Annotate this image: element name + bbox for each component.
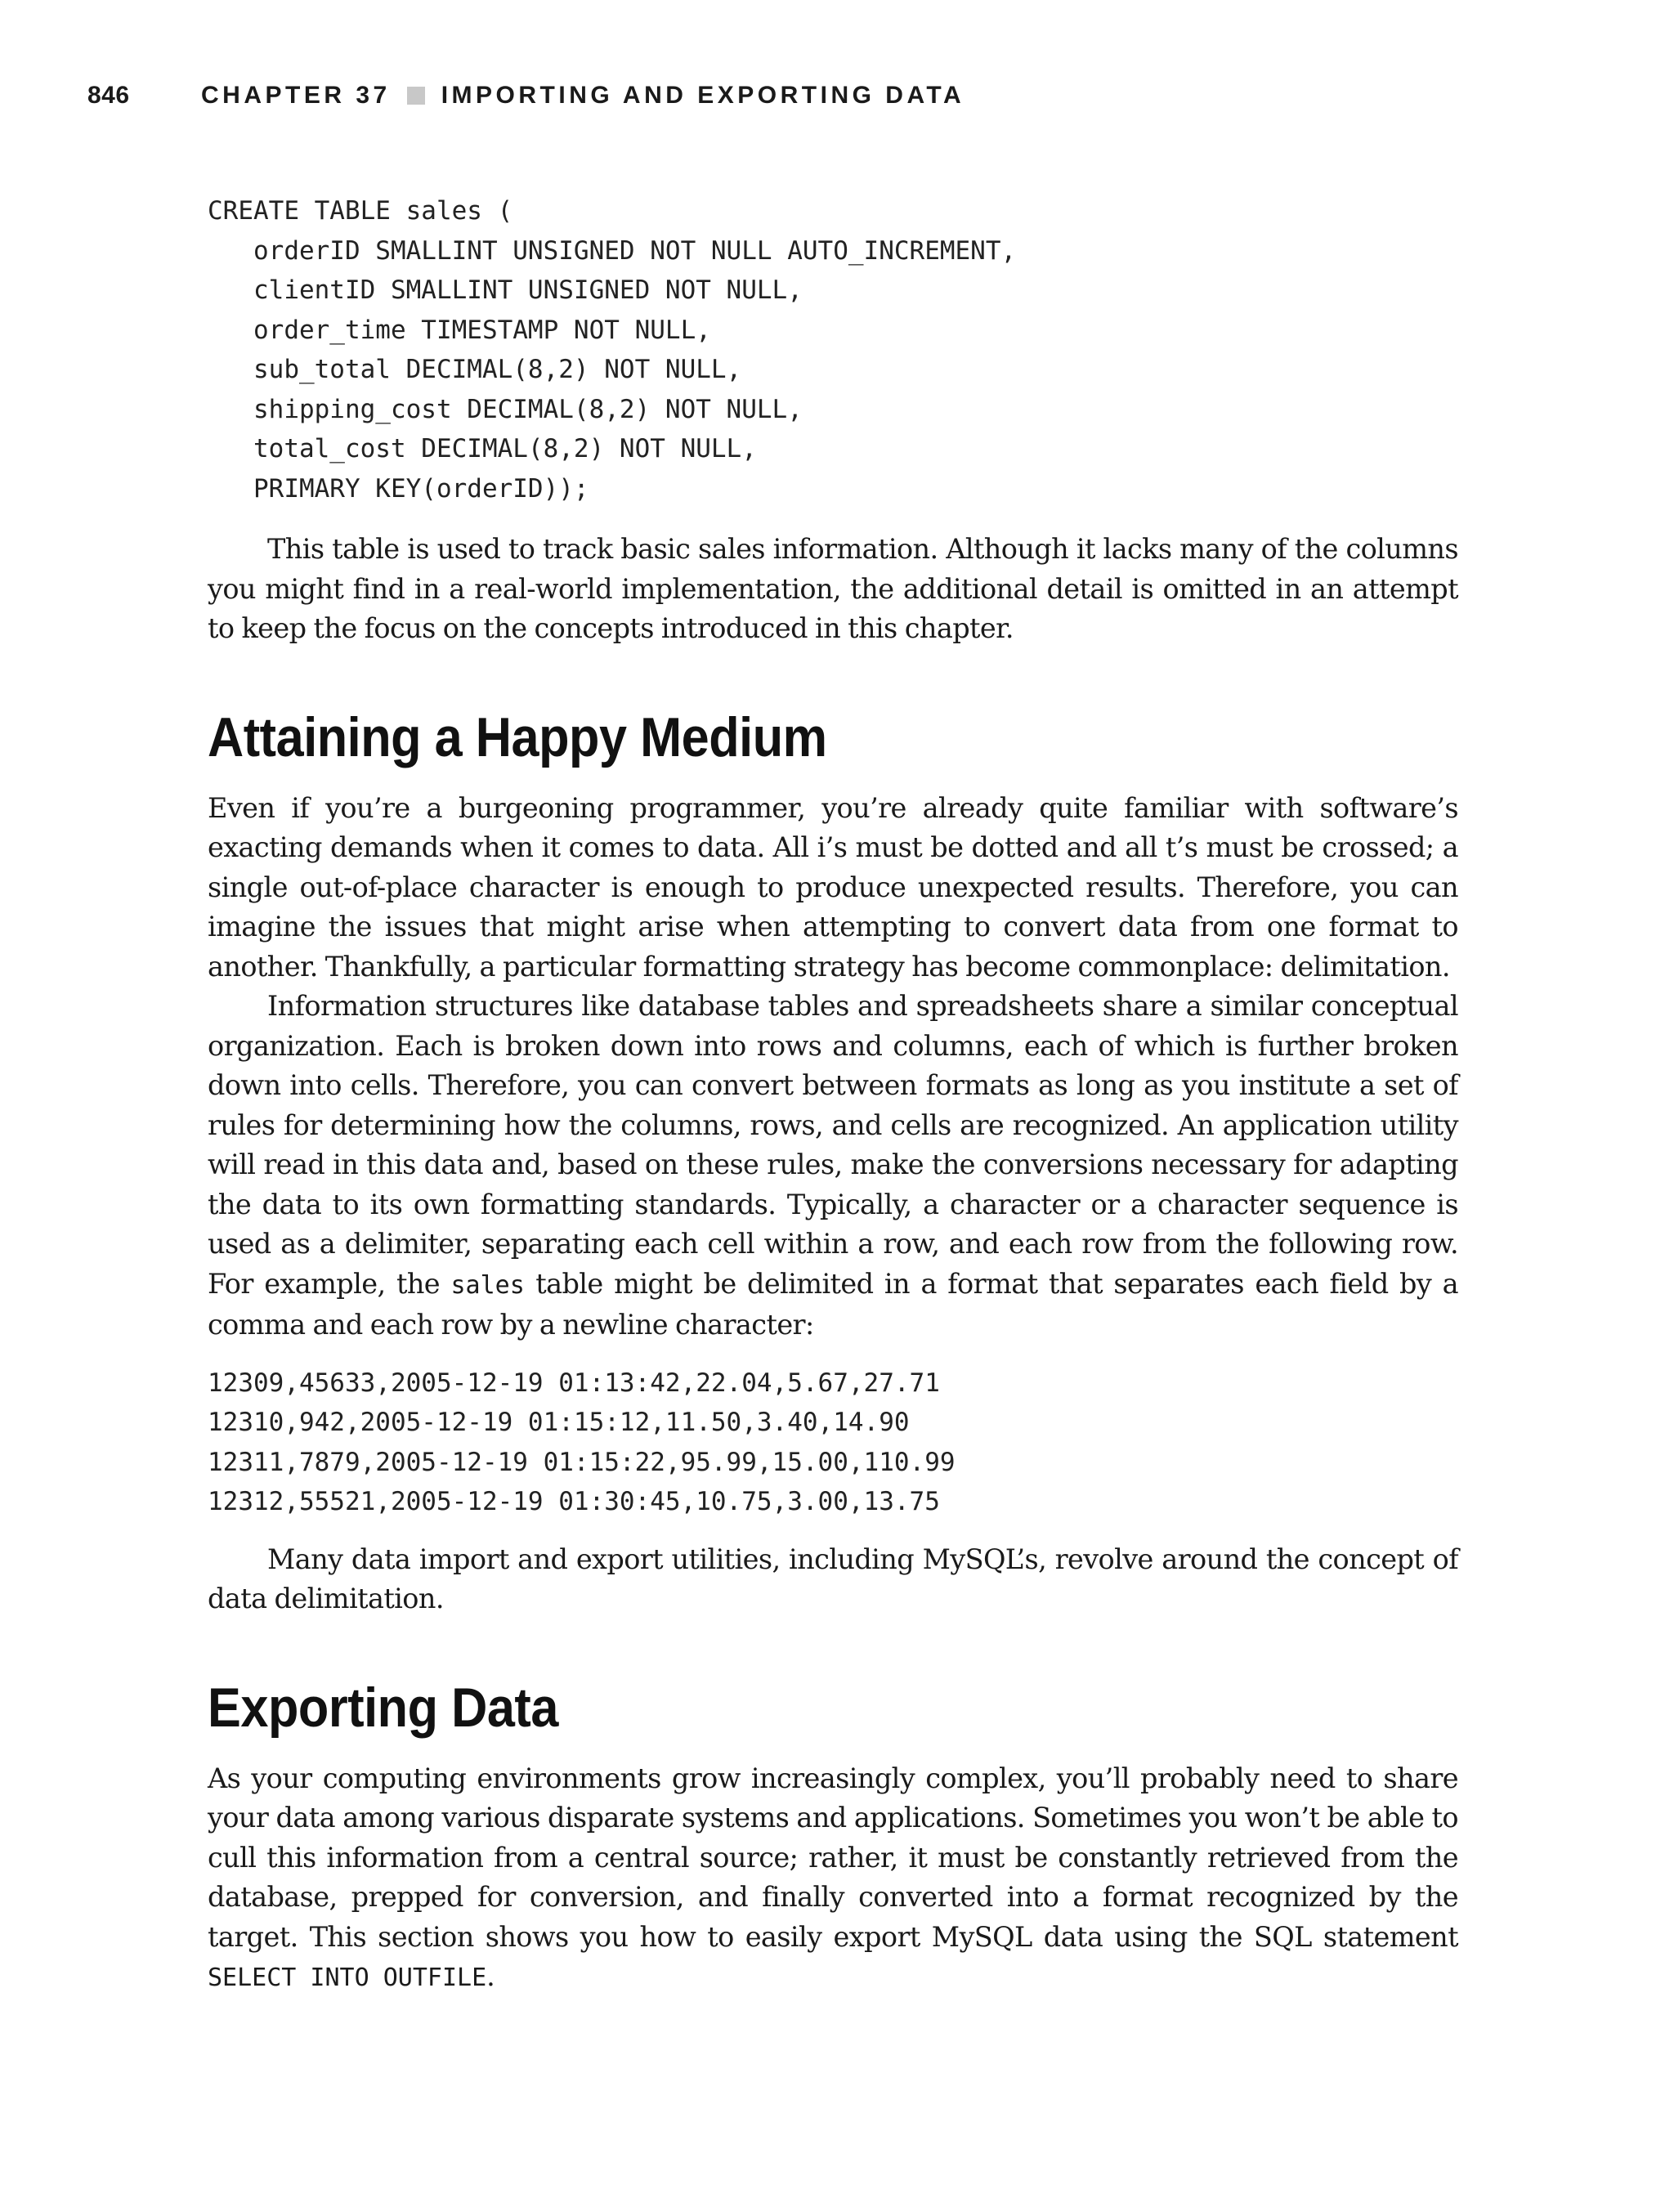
chapter-heading [201, 82, 965, 110]
inline-code: sales [450, 1270, 525, 1300]
paragraph-text: . [486, 1960, 495, 1992]
paragraph: Even if you’re a burgeoning programmer, you’re already quite familiar with software’s exacting demands when it comes to data. All i’s must be dotted and all t’s must be crossed; a single out-of-place character is enough to produce unexpected results. Therefore, you can imagine the issues that might arise when attempting to convert data from one format to another. Thankfully, a particular formatting strategy has become commonplace: delimitation. [208, 791, 1458, 983]
page-number: 846 [87, 82, 130, 109]
chapter-title: IMPORTING AND EXPORTING DATA [441, 82, 965, 109]
section-heading: Exporting Data [208, 1676, 558, 1739]
code-block-delimited-data: 12309,45633,2005-12-19 01:13:42,22.04,5.67,27.71 12310,942,2005-12-19 01:15:12,11.50,3.40,14.90 12311,7879,2005-12-19 01:15:22,95.99,15.00,110.99 12312,55521,2005-12-19 01:30:45,10.75,3.00,13.75 [208, 1368, 956, 1516]
running-header [0, 0, 1674, 163]
paragraph [208, 1759, 1458, 1999]
paragraph [208, 987, 1458, 1346]
paragraph: Many data import and export utilities, including MySQL’s, revolve around the concept of data delimitation. [208, 1543, 1458, 1614]
paragraph: This table is used to track basic sales information. Although it lacks many of the columns you might find in a real-world implementation, the additional detail is omitted in an attempt to keep the focus on the concepts introduced in this chapter. [208, 533, 1458, 644]
paragraph-text: Information structures like database tables and spreadsheets share a similar conceptual organization. Each is broken down into rows and columns, each of which is further broken down into cells. Therefore, you can convert between formats as long as you institute a set of rules for determining how the columns, rows, and cells are recognized. An application utility will read in this data and, based on these rules, make the conversions necessary for adapting the data to its own formatting standards. Typically, a character or a character sequence is used as a delimiter, separating each cell within a row, and each row from the following row. For example, the [208, 990, 1458, 1300]
page-body [208, 191, 1458, 1999]
inline-code: SELECT INTO OUTFILE [208, 1963, 487, 1992]
section-heading: Attaining a Happy Medium [208, 705, 827, 768]
chapter-label: CHAPTER 37 [201, 82, 391, 109]
paragraph-text: As your computing environments grow increasingly complex, you’ll probably need to share your data among various disparate systems and applications. Sometimes you won’t be able to cull this information from a central source; rather, it must be constantly retrieved from the database, prepped for conversion, and finally converted into a format recognized by the target. This section shows you how to easily export MySQL data using the SQL statement [208, 1762, 1458, 1953]
paragraph-text: table might be delimited in a format that separates each field by a comma and each row by a newline character: [208, 1267, 1459, 1341]
separator-square-icon [407, 87, 425, 105]
code-block-create-table: CREATE TABLE sales ( orderID SMALLINT UNSIGNED NOT NULL AUTO_INCREMENT, clientID SMALLINT UNSIGNED NOT NULL, order_time TIMESTAMP NOT NULL, sub_total DECIMAL(8,2) NOT NULL, shipping_cost DECIMAL(8,2) NOT NULL, total_cost DECIMAL(8,2) NOT NULL, PRIMARY KEY(orderID)); [208, 196, 1017, 504]
